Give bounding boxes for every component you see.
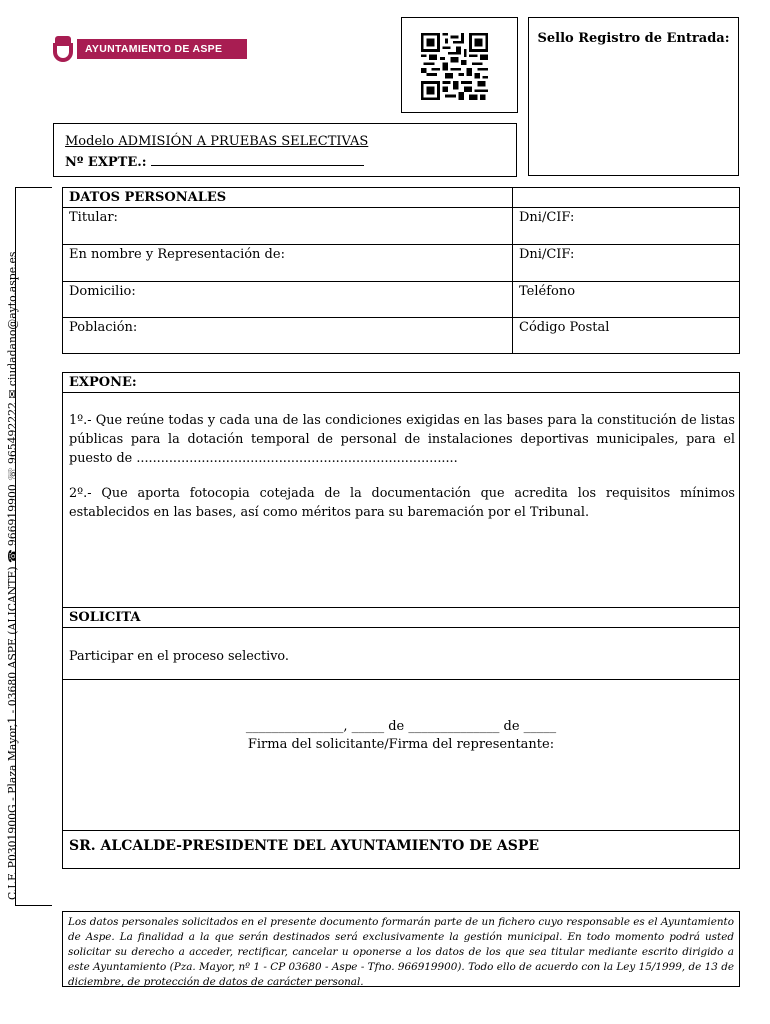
telefono-field[interactable]: Teléfono (513, 282, 740, 318)
model-box (53, 123, 517, 177)
municipal-logo (52, 36, 247, 62)
expte-line[interactable] (151, 155, 364, 166)
privacy-note-box (62, 911, 740, 987)
divider (63, 627, 739, 628)
stamp-label: Sello Registro de Entrada: (537, 31, 730, 46)
qr-code-box (401, 17, 518, 113)
poblacion-field[interactable]: Población: (63, 318, 513, 354)
personal-data-title-blank (513, 188, 740, 208)
side-address-box (15, 187, 52, 906)
registry-stamp-box (528, 17, 739, 176)
personal-data-title: DATOS PERSONALES (63, 188, 513, 208)
side-address-text: C.I.F. P0301900G - Plaza Mayor,1 - 03680 ASPE (ALICANTE) ☎ 966919900 ☏ 965492222 ✉ ciudadano@ayto.aspe.es (6, 251, 19, 900)
titular-field[interactable]: Titular: (63, 208, 513, 245)
coat-of-arms-icon (52, 36, 74, 62)
model-title (65, 134, 368, 149)
solicita-title: SOLICITA (69, 610, 141, 625)
solicita-text: Participar en el proceso selectivo. (69, 649, 289, 664)
expte-field[interactable] (65, 155, 364, 170)
privacy-note-text: Los datos personales solicitados en el presente documento formarán parte de un fichero cuyo responsable es el Ayuntamiento de Aspe. La finalidad a la que serán destinados será exclusivamente la gestión municipal. En todo momento podrá usted solicitar su derecho a acceder, rectificar, cancelar u oponerse a los datos de los que sea titular mediante escrito dirigido a este Ayuntamiento (Pza. Mayor, nº 1 - CP 03680 - Aspe - Tfno. 966919900). Todo ello de acuerdo con la Ley 15/1999, de 13 de diciembre, de protección de datos de carácter personal. (68, 916, 734, 988)
signature-label: Firma del solicitante/Firma del representante: (247, 737, 555, 752)
titular-dni-field[interactable]: Dni/CIF: (513, 208, 740, 245)
divider (63, 830, 739, 831)
model-title-prefix: Modelo (65, 134, 119, 149)
qr-code-icon (421, 33, 488, 100)
addressee: SR. ALCALDE-PRESIDENTE DEL AYUNTAMIENTO DE ASPE (69, 838, 540, 854)
representation-dni-field[interactable]: Dni/CIF: (513, 245, 740, 282)
personal-data-table (62, 187, 740, 354)
model-title-text: ADMISIÓN A PRUEBAS SELECTIVAS (118, 134, 369, 149)
divider (63, 607, 739, 608)
expone-solicita-box (62, 372, 740, 869)
expone-title: EXPONE: (69, 375, 137, 390)
divider (63, 679, 739, 680)
divider (63, 392, 739, 393)
logo-text: AYUNTAMIENTO DE ASPE (77, 39, 247, 59)
expone-paragraph-1: 1º.- Que reúne todas y cada una de las condiciones exigidas en las bases para la constitución de listas públicas para la dotación temporal de personal de instalaciones deportivas municipales, para el puesto de ............................................................................... (69, 413, 735, 466)
codigo-postal-field[interactable]: Código Postal (513, 318, 740, 354)
signature-date-line[interactable]: _______________, _____ de ______________ de _____ (245, 719, 557, 734)
representation-field[interactable]: En nombre y Representación de: (63, 245, 513, 282)
domicilio-field[interactable]: Domicilio: (63, 282, 513, 318)
expte-label: Nº EXPTE.: (65, 155, 147, 170)
expone-paragraph-2: 2º.- Que aporta fotocopia cotejada de la documentación que acredita los requisitos mínimos establecidos en las bases, así como méritos para su baremación por el Tribunal. (69, 486, 735, 520)
